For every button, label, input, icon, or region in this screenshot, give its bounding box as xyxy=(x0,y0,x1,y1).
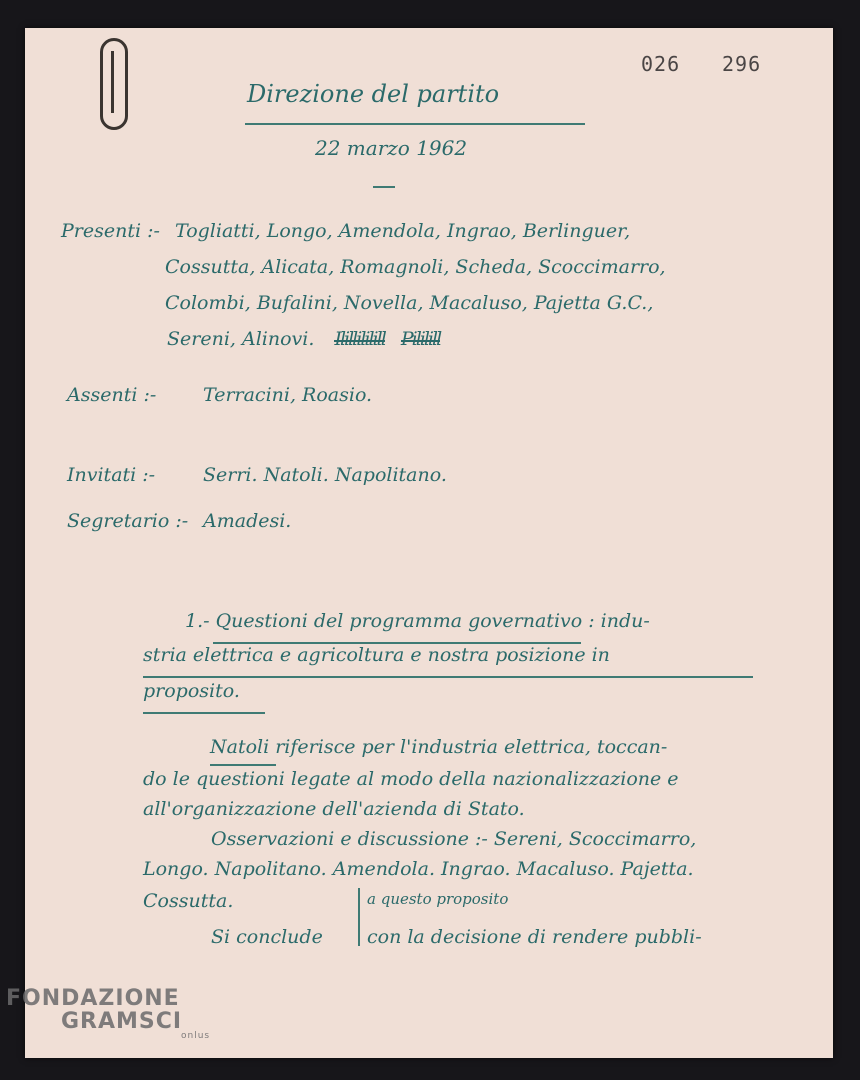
segretario-label: Segretario :- xyxy=(67,510,189,532)
agenda-item-line-3: proposito. xyxy=(143,680,240,702)
report-line-3: all'organizzazione dell'azienda di Stato. xyxy=(143,798,525,820)
fondazione-gramsci-logo: FONDAZIONE GRAMSCI onlus xyxy=(6,986,211,1041)
report-line-1: Natoli riferisce per l'industria elettrica, toccan- xyxy=(210,736,668,758)
title-underline xyxy=(245,123,585,125)
presenti-line-4 xyxy=(167,328,440,350)
agenda-item-line-1: 1.- Questioni del programma governativo : indu- xyxy=(185,610,650,632)
conclusion-start: Si conclude xyxy=(211,926,323,948)
invitati-names: Serri. Natoli. Napolitano. xyxy=(203,464,447,486)
discussion-line-3: Cossutta. xyxy=(143,890,234,912)
separator-dash xyxy=(373,186,395,188)
agenda-underline-2 xyxy=(143,676,753,678)
discussion-line-2: Longo. Napolitano. Amendola. Ingrao. Macaluso. Pajetta. xyxy=(143,858,694,880)
assenti-names: Terracini, Roasio. xyxy=(203,384,373,406)
paperclip-icon xyxy=(100,38,128,130)
struck-out-name-1: Ilillililill xyxy=(334,328,385,350)
discussion-line-1: Osservazioni e discussione :- Sereni, Scoccimarro, xyxy=(211,828,697,850)
document-date: 22 marzo 1962 xyxy=(315,136,468,160)
insertion-note: a questo proposito xyxy=(367,890,509,908)
presenti-line-4-text: Sereni, Alinovi. xyxy=(167,328,315,350)
presenti-label: Presenti :- xyxy=(61,220,160,242)
segretario-name: Amadesi. xyxy=(203,510,292,532)
insertion-mark xyxy=(358,888,360,946)
agenda-item-line-2: stria elettrica e agricoltura e nostra posizione in xyxy=(143,644,610,666)
speaker-underline xyxy=(210,764,276,766)
presenti-line-3: Colombi, Bufalini, Novella, Macaluso, Pajetta G.C., xyxy=(165,292,654,314)
struck-out-name-2: Pililill xyxy=(400,328,441,350)
conclusion-rest: con la decisione di rendere pubbli- xyxy=(367,926,702,948)
document-title: Direzione del partito xyxy=(247,80,500,108)
report-line-2: do le questioni legate al modo della nazionalizzazione e xyxy=(143,768,679,790)
assenti-label: Assenti :- xyxy=(67,384,157,406)
archive-number-right: 296 xyxy=(722,52,762,76)
invitati-label: Invitati :- xyxy=(67,464,156,486)
presenti-line-1: Togliatti, Longo, Amendola, Ingrao, Berlinguer, xyxy=(175,220,631,242)
agenda-underline-3 xyxy=(143,712,265,714)
presenti-line-2: Cossutta, Alicata, Romagnoli, Scheda, Scoccimarro, xyxy=(165,256,666,278)
document-page xyxy=(25,28,833,1058)
archive-number-left: 026 xyxy=(641,52,681,76)
